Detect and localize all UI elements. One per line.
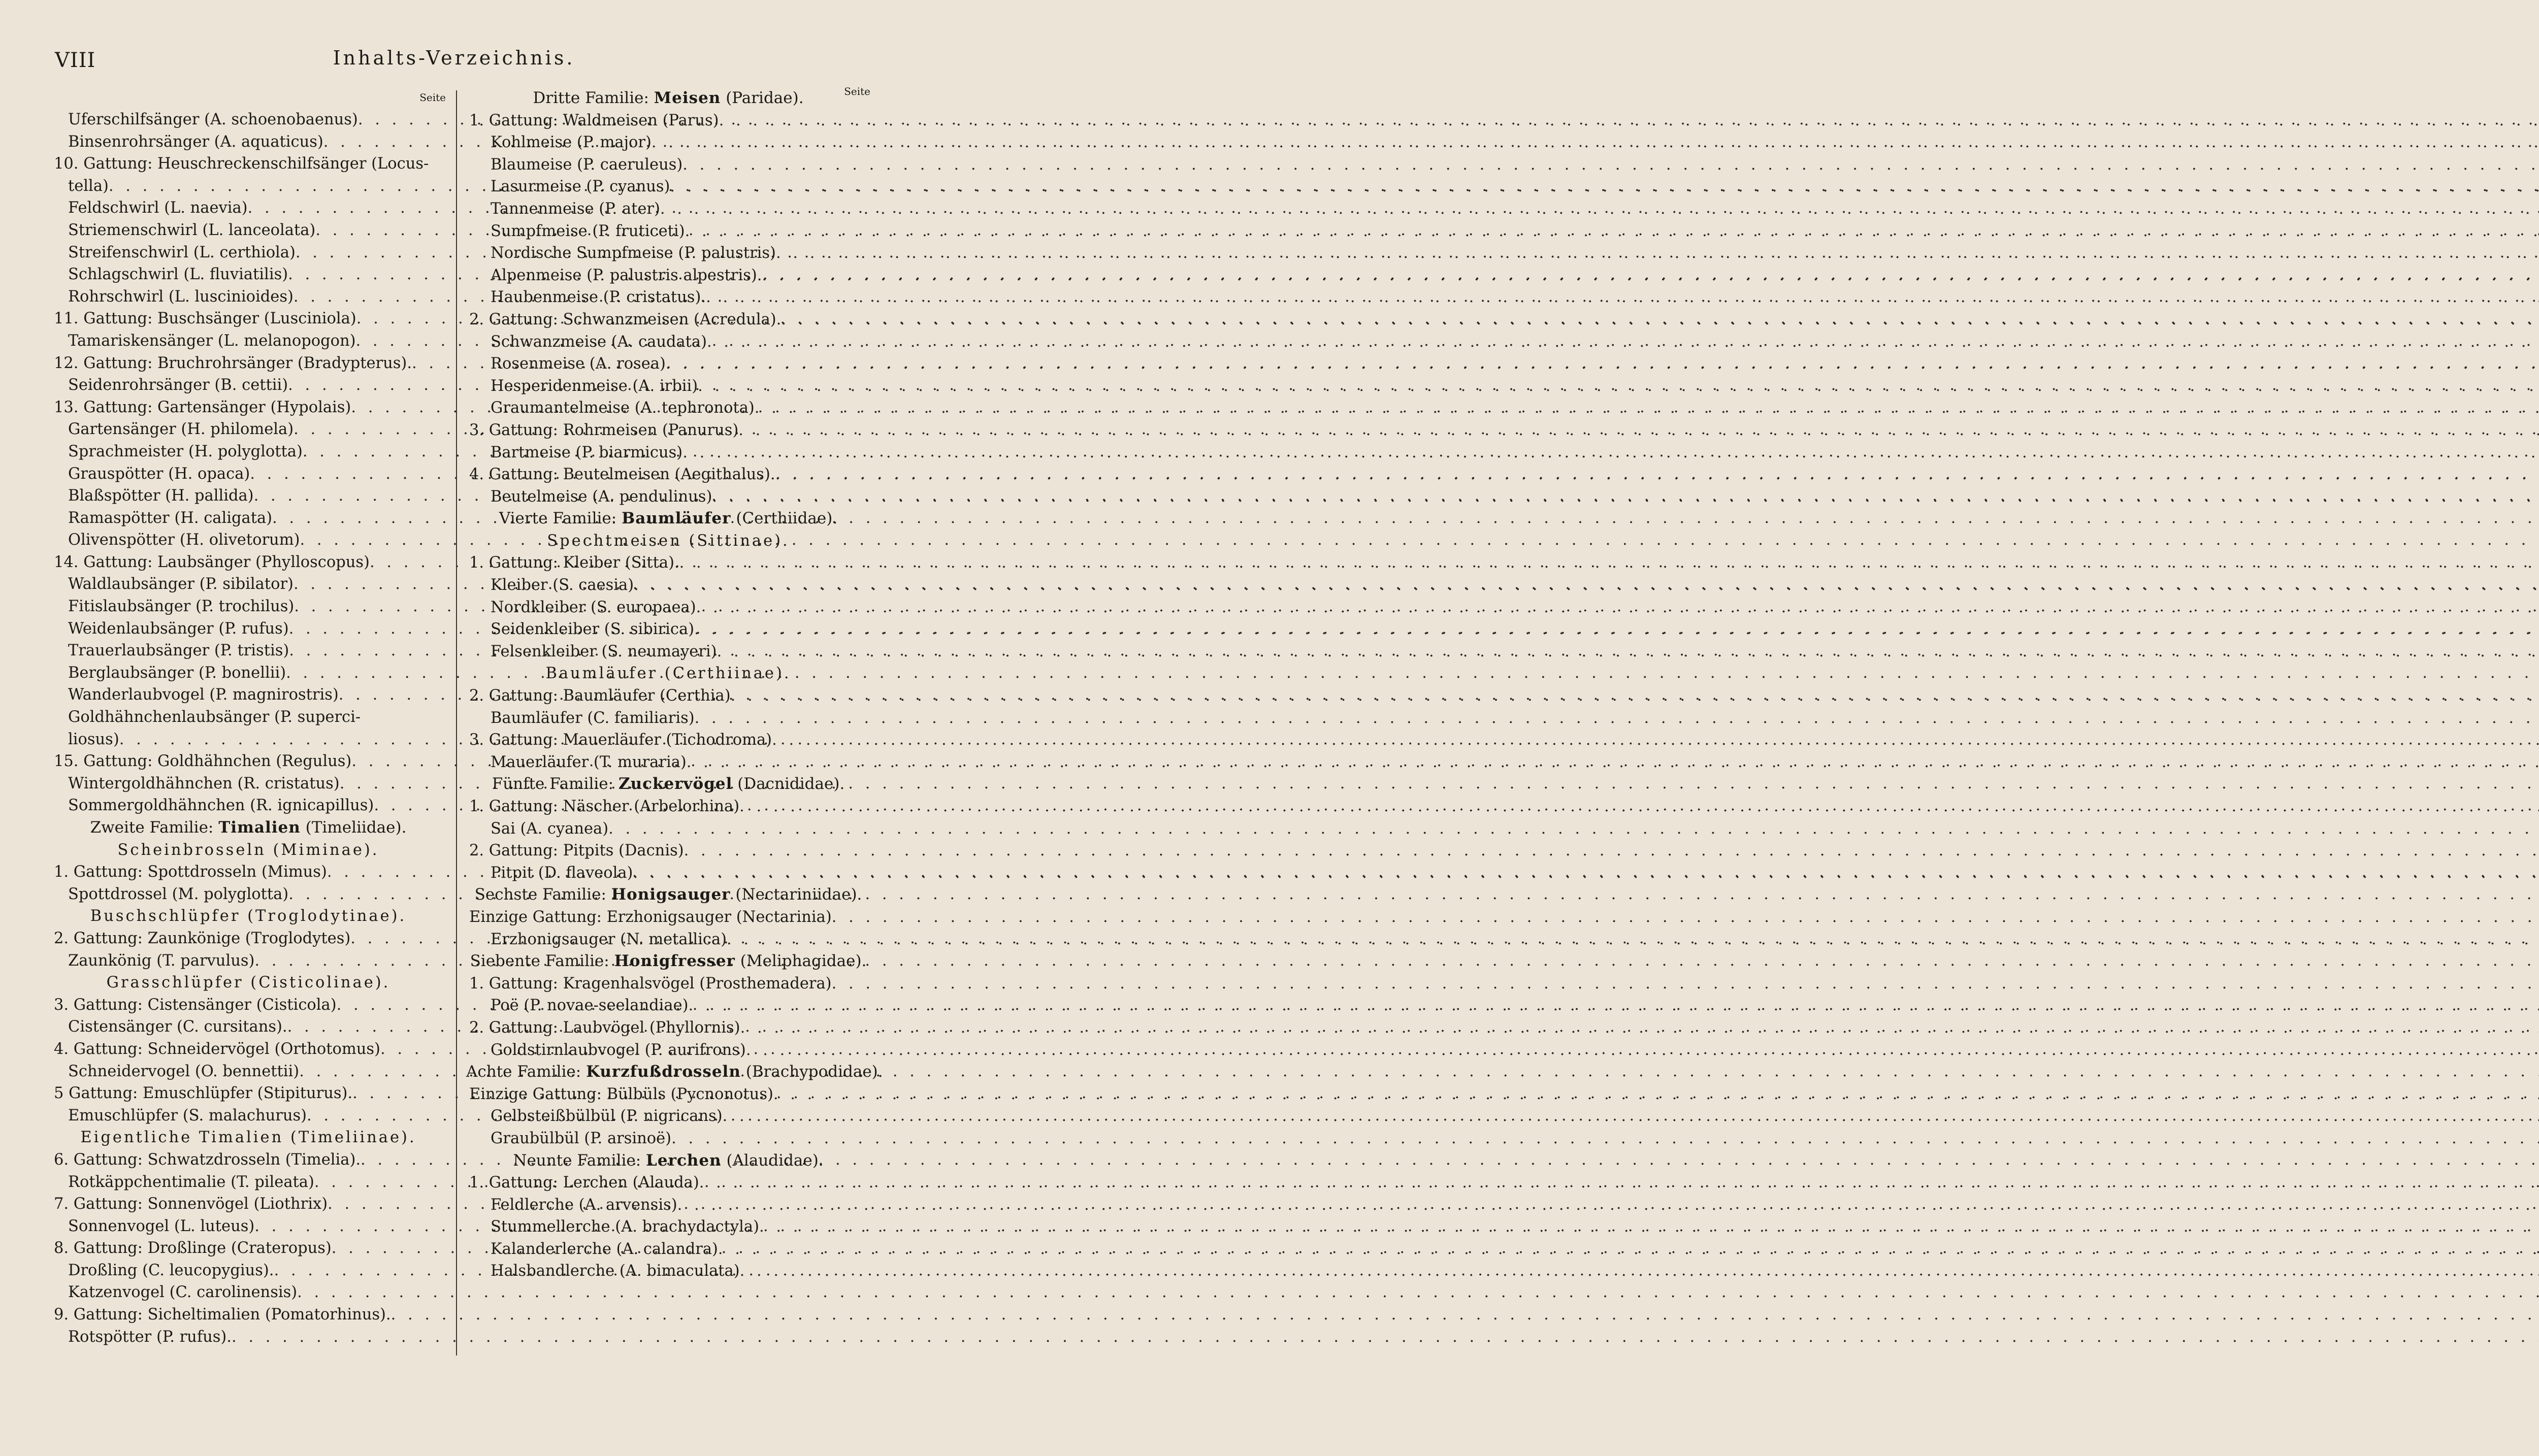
species-entry	[466, 618, 870, 641]
entry-title: Tannenmeise (P. ater)	[491, 200, 660, 218]
entry-title: Erzhonigsauger (N. metallica)	[491, 930, 727, 948]
entry-title: 1. Gattung: Lerchen (Alauda)	[469, 1174, 699, 1192]
entry-title: Fitislaubsänger (P. trochilus)	[68, 598, 295, 616]
genus-entry	[51, 1193, 446, 1215]
genus-entry	[51, 1038, 446, 1061]
entry-title: Poë (P. novae-seelandiae)	[491, 997, 689, 1015]
family-label: Achte Familie:	[466, 1063, 581, 1081]
family-name: Lerchen	[646, 1151, 722, 1170]
entry-title: 13. Gattung: Gartensänger (Hypolais)	[54, 398, 351, 416]
species-entry	[51, 1326, 446, 1348]
family-latin: (Alaudidae).	[726, 1151, 824, 1170]
entry-title: Olivenspötter (H. olivetorum)	[68, 531, 300, 549]
species-entry	[51, 729, 446, 751]
genus-entry	[466, 973, 870, 995]
genus-entry	[466, 1017, 870, 1039]
species-entry	[466, 818, 870, 840]
genus-entry	[51, 1237, 446, 1260]
entry-title: Nordische Sumpfmeise (P. palustris)	[491, 244, 776, 262]
species-entry	[466, 995, 870, 1017]
genus-entry	[51, 928, 446, 950]
entry-title: Bartmeise (P. biarmicus)	[491, 443, 683, 461]
dot-leader	[694, 618, 2539, 641]
entry-title: Schneidervogel (O. bennettii)	[68, 1062, 300, 1080]
family-label: Fünfte Familie:	[492, 775, 614, 793]
dot-leader	[755, 397, 2539, 419]
species-entry	[51, 242, 446, 264]
entry-title: Hesperidenmeise (A. irbii)	[491, 377, 698, 395]
family-heading	[466, 1150, 870, 1172]
genus-entry	[466, 906, 870, 929]
species-entry	[51, 883, 446, 906]
genus-entry	[51, 1149, 446, 1171]
subfamily-heading: Spechtmeisen (Sittinae).	[547, 532, 790, 550]
species-entry	[466, 442, 870, 464]
family-heading	[466, 950, 870, 973]
dot-leader	[772, 729, 2539, 751]
species-entry	[51, 618, 446, 640]
family-name: Honigfresser	[614, 952, 735, 971]
genus-entry	[466, 796, 870, 818]
family-latin: (Dacnididae).	[737, 775, 845, 793]
species-entry	[51, 640, 446, 662]
entry-title: Sprachmeister (H. polyglotta)	[68, 442, 303, 460]
family-label: Sechste Familie:	[474, 885, 606, 904]
dot-leader	[717, 641, 2539, 663]
entry-title: Graubülbül (P. arsinoë)	[491, 1129, 672, 1147]
entry-title: Kohlmeise (P. major)	[491, 134, 652, 152]
genus-entry	[51, 750, 446, 773]
species-entry	[51, 441, 446, 463]
species-entry	[466, 1238, 870, 1261]
family-latin: (Timeliidae).	[305, 818, 407, 837]
entry-title: Kleiber (S. caesia)	[491, 576, 634, 594]
species-entry	[51, 706, 446, 729]
species-entry	[51, 330, 446, 352]
species-entry	[51, 1105, 446, 1127]
entry-title: 1. Gattung: Waldmeisen (Parus)	[469, 111, 719, 129]
family-latin: (Brachypodidae).	[745, 1063, 883, 1081]
family-latin: (Certhiidae).	[736, 509, 838, 528]
entry-title: 1. Gattung: Kragenhalsvögel (Prosthemadera)	[469, 974, 832, 992]
entry-title: Mauerläufer (T. muraria)	[491, 753, 687, 771]
right-toc-list	[466, 85, 883, 1282]
dot-leader	[727, 929, 2539, 951]
entry-title: Katzenvogel (C. carolinensis)	[68, 1283, 298, 1302]
entry-title: 12. Gattung: Bruchrohrsänger (Bradypterus).	[54, 354, 412, 372]
entry-title: Emuschlüpfer (S. malachurus)	[68, 1106, 307, 1124]
entry-title: Stummellerche (A. brachydactyla)	[491, 1218, 759, 1236]
species-entry	[466, 1128, 870, 1150]
entry-title: Beutelmeise (A. pendulinus)	[491, 487, 712, 506]
species-entry	[466, 242, 870, 264]
species-entry	[51, 485, 446, 507]
dot-leader	[671, 1128, 2539, 1150]
entry-title: Haubenmeise (P. cristatus).	[491, 288, 706, 307]
dot-leader	[759, 1216, 2539, 1238]
entry-title: Gartensänger (H. philomela)	[68, 420, 294, 439]
entry-title: Einzige Gattung: Bülbüls (Pycnonotus)	[469, 1085, 773, 1103]
species-entry	[466, 1260, 870, 1282]
species-entry	[466, 1105, 870, 1128]
entry-title: Striemenschwirl (L. lanceolata)	[68, 221, 316, 239]
entry-title: 15. Gattung: Goldhähnchen (Regulus)	[54, 752, 352, 771]
dot-leader	[660, 198, 2539, 220]
entry-title: Rotspötter (P. rufus).	[68, 1328, 232, 1346]
left-column	[51, 87, 446, 1348]
column-divider	[456, 90, 457, 1355]
species-entry	[466, 397, 870, 419]
page-number: VIII	[55, 49, 96, 72]
family-heading	[466, 884, 870, 906]
species-entry	[51, 131, 446, 153]
species-entry	[466, 286, 870, 309]
subfamily-heading: Baumläufer (Certhiinae).	[545, 665, 791, 683]
dot-leader	[684, 840, 2539, 862]
species-entry	[51, 175, 446, 197]
species-entry	[51, 529, 446, 551]
dot-leader	[679, 552, 2539, 574]
subfamily-heading: Eigentliche Timalien (Timeliinae).	[80, 1129, 416, 1147]
entry-title: Goldstirnlaubvogel (P. aurifrons)	[491, 1041, 746, 1059]
dot-leader	[719, 110, 2539, 132]
dot-leader	[297, 1281, 2539, 1304]
family-name: Baumläufer	[622, 509, 731, 528]
species-entry	[51, 595, 446, 618]
species-entry	[51, 1016, 446, 1038]
family-name: Meisen	[654, 89, 721, 107]
dot-leader	[677, 1194, 2539, 1216]
dot-leader	[696, 597, 2539, 619]
entry-title: 4. Gattung: Beutelmeisen (Aegithalus).	[469, 466, 775, 484]
dot-leader	[670, 176, 2539, 198]
entry-title: Tamariskensänger (L. melanopogon)	[68, 332, 356, 350]
species-entry	[51, 463, 446, 485]
entry-title: Weidenlaubsänger (P. rufus)	[68, 619, 289, 638]
species-entry	[51, 684, 446, 706]
dot-leader	[689, 995, 2539, 1017]
entry-title: Einzige Gattung: Erzhonigsauger (Nectarinia)	[469, 908, 832, 926]
species-entry	[51, 418, 446, 441]
seite-header-left	[51, 87, 446, 109]
dot-leader	[666, 353, 2539, 375]
dot-leader	[682, 442, 2539, 464]
subfamily-heading: Scheinbrosseln (Miminae).	[117, 841, 379, 859]
species-entry	[466, 1039, 870, 1062]
family-name: Timalien	[218, 818, 301, 837]
dot-leader	[781, 309, 2539, 331]
dot-leader	[739, 796, 2539, 818]
entry-title: Felsenkleiber (S. neumayeri)	[491, 642, 717, 660]
entry-title: tella)	[68, 177, 109, 195]
entry-title: Lasurmeise (P. cyanus)	[491, 178, 670, 196]
dot-leader	[762, 264, 2539, 287]
genus-entry	[51, 994, 446, 1016]
dot-leader	[773, 1083, 2539, 1106]
entry-title: Gelbsteißbülbül (P. nigricans)	[491, 1107, 723, 1126]
family-heading	[466, 87, 870, 110]
entry-title: Rohrschwirl (L. luscinioides)	[68, 287, 294, 306]
entry-title: Alpenmeise (P. palustris alpestris).	[491, 266, 762, 284]
dot-leader	[712, 486, 2539, 508]
species-entry	[466, 574, 870, 597]
species-entry	[51, 773, 446, 795]
species-entry	[51, 1061, 446, 1083]
entry-title: Schlagschwirl (L. fluviatilis)	[68, 266, 288, 284]
family-label: Dritte Familie:	[533, 89, 649, 107]
dot-leader	[634, 574, 2539, 597]
family-latin: (Meliphagidae).	[740, 952, 867, 971]
entry-title: 2. Gattung: Zaunkönige (Troglodytes)	[54, 929, 351, 947]
dot-leader	[740, 1260, 2539, 1282]
entry-title: 4. Gattung: Schneidervögel (Orthotomus)	[54, 1040, 380, 1058]
genus-entry	[51, 861, 446, 883]
entry-title: 8. Gattung: Droßlinge (Crateropus)	[54, 1239, 332, 1258]
entry-title: 11. Gattung: Buschsänger (Lusciniola)	[54, 310, 356, 328]
entry-title: Sommergoldhähnchen (R. ignicapillus)	[68, 797, 374, 815]
entry-title: Halsbandlerche (A. bimaculata)	[491, 1262, 740, 1280]
genus-entry	[466, 840, 870, 862]
entry-title: Ramaspötter (H. caligata)	[68, 509, 273, 527]
family-label: Zweite Familie:	[90, 818, 214, 837]
species-entry	[51, 507, 446, 530]
dot-leader	[723, 1105, 2539, 1128]
species-entry	[51, 1171, 446, 1194]
entry-title: Feldschwirl (L. naevia)	[68, 199, 248, 217]
dot-leader	[652, 131, 2539, 154]
entry-title: Graumantelmeise (A. tephronota)	[491, 399, 755, 417]
entry-title: Schwanzmeise (A. caudata)	[491, 333, 707, 351]
species-entry	[51, 1215, 446, 1238]
genus-entry	[466, 552, 870, 574]
entry-title: Droßling (C. leucopygius).	[68, 1261, 274, 1279]
entry-title: 9. Gattung: Sicheltimalien (Pomatorhinus).	[54, 1306, 391, 1324]
genus-entry	[466, 685, 870, 707]
dot-leader	[706, 286, 2539, 309]
dot-leader	[746, 1039, 2539, 1062]
entry-title: Pitpit (D. flaveola)	[491, 864, 633, 882]
entry-title: Seidenkleiber (S. sibirica)	[491, 620, 695, 639]
entry-title: 10. Gattung: Heuschreckenschilfsänger (Locus-	[54, 155, 429, 173]
entry-title: Trauerlaubsänger (P. tristis)	[68, 642, 289, 660]
entry-title: 2. Gattung: Laubvögel (Phyllornis)	[469, 1018, 740, 1037]
genus-entry	[51, 551, 446, 574]
genus-entry	[51, 153, 446, 175]
genus-entry	[466, 464, 870, 486]
entry-title: Sumpfmeise (P. fruticeti)	[491, 222, 685, 240]
species-entry	[466, 131, 870, 154]
family-name: Honigsauger	[611, 885, 731, 904]
species-entry	[466, 486, 870, 508]
family-label: Vierte Familie:	[499, 509, 617, 528]
species-entry	[51, 263, 446, 286]
family-latin: (Paridae).	[726, 89, 804, 107]
entry-title: 7. Gattung: Sonnenvögel (Liothrix)	[54, 1195, 328, 1213]
species-entry	[466, 929, 870, 951]
dot-leader	[698, 375, 2539, 398]
entry-title: Rotkäppchentimalie (T. pileata)	[68, 1173, 314, 1191]
family-heading	[466, 773, 870, 796]
genus-entry	[51, 1082, 446, 1105]
species-entry	[51, 286, 446, 308]
species-entry	[51, 795, 446, 817]
entry-title: 2. Gattung: Baumläufer (Certhia)	[469, 687, 731, 705]
entry-title: 5 Gattung: Emuschlüpfer (Stipiturus).	[54, 1084, 353, 1103]
species-entry	[466, 331, 870, 353]
dot-leader	[740, 1017, 2539, 1039]
entry-title: Seidenrohrsänger (B. cettii)	[68, 376, 288, 394]
seite-label: Seite	[844, 85, 870, 97]
family-latin: (Nectariniidae).	[735, 885, 862, 904]
family-heading	[466, 508, 870, 530]
genus-entry	[51, 308, 446, 330]
genus-entry	[51, 396, 446, 419]
entry-title: Baumläufer (C. familiaris)	[491, 709, 695, 727]
dot-leader	[695, 707, 2539, 730]
species-entry	[51, 950, 446, 972]
dot-leader	[633, 862, 2539, 884]
species-entry	[466, 353, 870, 375]
species-entry	[466, 154, 870, 176]
species-entry	[466, 597, 870, 619]
subfamily-heading: Buschschlüpfer (Troglodytinae).	[90, 907, 407, 925]
family-name: Kurzfußdrosseln	[586, 1063, 741, 1081]
family-name: Zuckervögel	[618, 775, 733, 793]
genus-entry	[51, 1304, 446, 1326]
dot-leader	[391, 1304, 2539, 1326]
species-entry	[51, 374, 446, 396]
genus-entry	[466, 1172, 870, 1194]
seite-label: Seite	[419, 91, 446, 104]
species-entry	[466, 1194, 870, 1216]
entry-title: Feldlerche (A. arvensis)	[491, 1196, 677, 1214]
entry-title: Uferschilfsänger (A. schoenobaenus)	[68, 111, 358, 128]
species-entry	[466, 375, 870, 398]
entry-title: 6. Gattung: Schwatzdrosseln (Timelia).	[54, 1150, 361, 1169]
species-entry	[466, 1216, 870, 1238]
running-head: Inhalts-Verzeichnis.	[333, 47, 575, 69]
dot-leader	[685, 220, 2539, 243]
species-entry	[51, 1281, 446, 1304]
species-entry	[51, 573, 446, 595]
dot-leader	[608, 818, 2539, 840]
dot-leader	[687, 751, 2539, 774]
entry-title: 1. Gattung: Kleiber (Sitta).	[469, 554, 679, 572]
family-label: Siebente Familie:	[470, 952, 609, 971]
entry-title: Streifenschwirl (L. certhiola)	[68, 243, 296, 261]
entry-title: 14. Gattung: Laubsänger (Phylloscopus)	[54, 553, 370, 571]
entry-title: Sonnenvogel (L. luteus)	[68, 1217, 255, 1235]
species-entry	[51, 1260, 446, 1282]
species-entry	[466, 198, 870, 220]
genus-entry	[466, 729, 870, 751]
species-entry	[466, 176, 870, 198]
species-entry	[466, 862, 870, 884]
entry-title: Zaunkönig (T. parvulus)	[68, 951, 255, 970]
dot-leader	[731, 685, 2539, 707]
dot-leader	[232, 1326, 2539, 1348]
entry-title: Goldhähnchenlaubsänger (P. superci-	[68, 708, 361, 726]
entry-title: Blaumeise (P. caeruleus)	[491, 155, 683, 174]
species-entry	[51, 662, 446, 684]
dot-leader	[718, 1238, 2539, 1261]
subfamily-heading: Grasschlüpfer (Cisticolinae).	[106, 974, 390, 992]
genus-entry	[51, 352, 446, 375]
species-entry	[51, 219, 446, 242]
species-entry	[466, 707, 870, 730]
entry-title: Nordkleiber (S. europaea)	[491, 598, 696, 616]
dot-leader	[699, 1172, 2539, 1194]
dot-leader	[776, 242, 2539, 264]
species-entry	[466, 641, 870, 663]
species-entry	[51, 197, 446, 219]
entry-title: Binsenrohrsänger (A. aquaticus)	[68, 133, 323, 151]
entry-title: liosus)	[68, 730, 119, 748]
species-entry	[466, 751, 870, 774]
dot-leader	[707, 331, 2539, 353]
right-column	[466, 85, 883, 1282]
genus-entry	[466, 419, 870, 442]
entry-title: 3. Gattung: Cistensänger (Cisticola)	[54, 996, 337, 1014]
dot-leader	[832, 906, 2539, 929]
dot-leader	[682, 154, 2539, 176]
entry-title: Wintergoldhähnchen (R. cristatus)	[68, 774, 340, 792]
book-page	[0, 0, 908, 1456]
entry-title: Sai (A. cyanea)	[491, 819, 609, 838]
family-heading	[466, 1061, 883, 1083]
entry-title: Grauspötter (H. opaca)	[68, 465, 250, 483]
species-entry	[466, 264, 870, 287]
entry-title: Kalanderlerche (A. calandra)	[491, 1240, 718, 1258]
family-label: Neunte Familie:	[513, 1151, 641, 1170]
dot-leader	[775, 464, 2539, 486]
entry-title: Blaßspötter (H. pallida)	[68, 487, 254, 505]
entry-title: Wanderlaubvogel (P. magnirostris)	[68, 686, 339, 704]
species-entry	[51, 109, 446, 131]
entry-title: 2. Gattung: Pitpits (Dacnis)	[469, 842, 684, 860]
species-entry	[466, 220, 870, 243]
entry-title: Spottdrossel (M. polyglotta)	[68, 885, 289, 903]
dot-leader	[738, 419, 2539, 442]
genus-entry	[466, 309, 870, 331]
entry-title: 3. Gattung: Rohrmeisen (Panurus)	[469, 421, 739, 439]
genus-entry	[466, 1083, 870, 1106]
left-toc-list	[51, 109, 446, 1348]
family-heading	[51, 817, 446, 839]
genus-entry	[466, 110, 870, 132]
entry-title: Berglaubsänger (P. bonellii)	[68, 664, 286, 682]
entry-title: Cistensänger (C. cursitans).	[68, 1018, 287, 1036]
entry-title: Rosenmeise (A. rosea)	[491, 355, 666, 373]
dot-leader	[832, 973, 2539, 995]
entry-title: 1. Gattung: Näscher (Arbelorhina)	[469, 798, 740, 815]
entry-title: 1. Gattung: Spottdrosseln (Mimus)	[54, 863, 327, 881]
entry-title: 3. Gattung: Mauerläufer (Tichodroma)	[469, 731, 772, 749]
entry-title: 2. Gattung: Schwanzmeisen (Acredula).	[469, 310, 782, 328]
entry-title: Waldlaubsänger (P. sibilator)	[68, 575, 294, 593]
